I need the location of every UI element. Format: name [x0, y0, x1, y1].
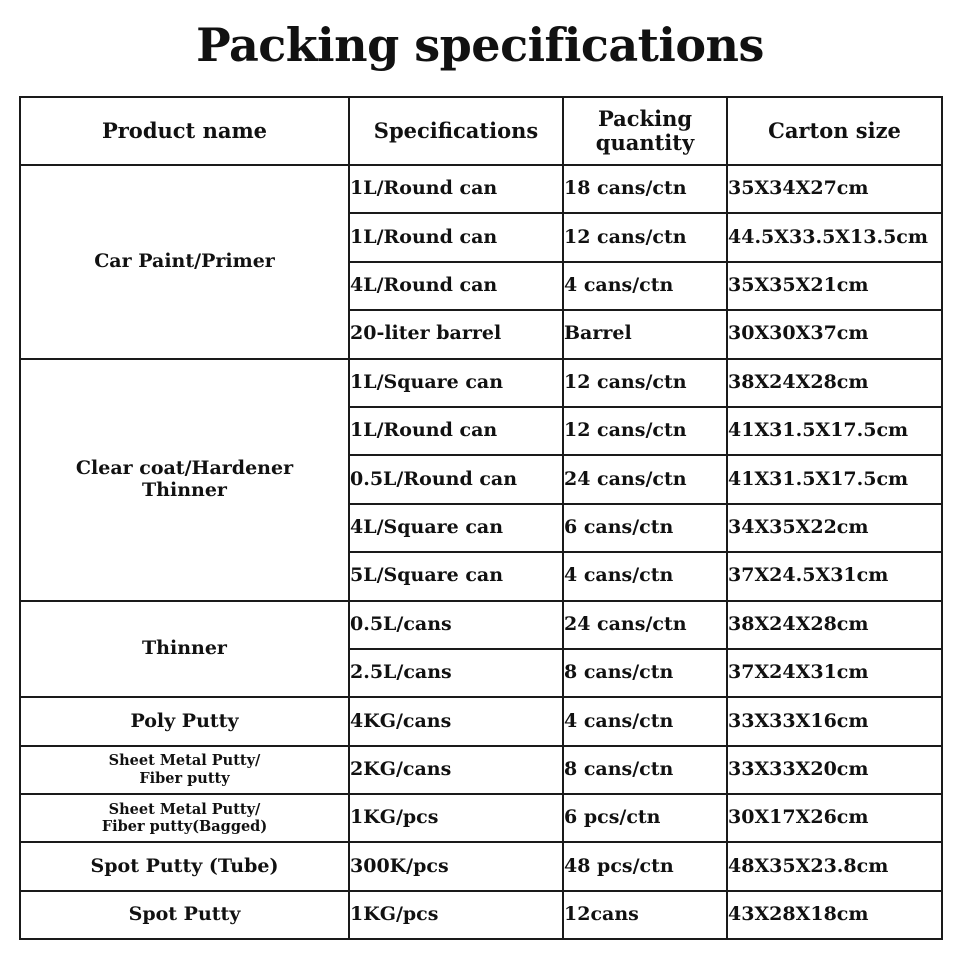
carton-size-cell: 37X24X31cm [727, 649, 942, 697]
product-name-cell [20, 746, 349, 794]
carton-size-cell: 48X35X23.8cm [727, 842, 942, 890]
specification-cell: 1L/Round can [349, 407, 563, 455]
carton-size-cell: 43X28X18cm [727, 891, 942, 939]
table-row [20, 165, 942, 213]
carton-size-cell: 30X30X37cm [727, 310, 942, 358]
carton-size-cell: 34X35X22cm [727, 504, 942, 552]
product-name-cell [20, 165, 349, 359]
product-name-line: Sheet Metal Putty/ [108, 752, 261, 770]
product-name-cell [20, 842, 349, 890]
table-row [20, 842, 942, 890]
table-row [20, 697, 942, 745]
carton-size-cell: 33X33X16cm [727, 697, 942, 745]
product-name-line: Thinner [142, 478, 227, 501]
packing-quantity-cell: 48 pcs/ctn [563, 842, 727, 890]
product-name-line: Sheet Metal Putty/ [108, 800, 261, 818]
specification-cell: 5L/Square can [349, 552, 563, 600]
header-packing-quantity [563, 97, 727, 165]
packing-quantity-cell: 12cans [563, 891, 727, 939]
product-name-cell [20, 697, 349, 745]
table-body [20, 165, 942, 939]
specification-cell: 2.5L/cans [349, 649, 563, 697]
packing-quantity-cell: 8 cans/ctn [563, 746, 727, 794]
carton-size-cell: 38X24X28cm [727, 601, 942, 649]
carton-size-cell: 41X31.5X17.5cm [727, 407, 942, 455]
carton-size-cell: 44.5X33.5X13.5cm [727, 213, 942, 261]
specification-cell: 1L/Round can [349, 213, 563, 261]
specification-cell: 4L/Square can [349, 504, 563, 552]
product-name-line: Thinner [142, 636, 227, 659]
specification-cell: 1L/Round can [349, 165, 563, 213]
specification-cell: 0.5L/Round can [349, 455, 563, 503]
specification-cell: 2KG/cans [349, 746, 563, 794]
header-packing-quantity-line2: quantity [595, 130, 695, 155]
table-row [20, 601, 942, 649]
header-specifications: Specifications [349, 97, 563, 165]
product-name-line: Spot Putty (Tube) [90, 854, 279, 877]
product-name-line: Car Paint/Primer [94, 249, 275, 272]
packing-quantity-cell: 24 cans/ctn [563, 455, 727, 503]
packing-spec-table [19, 96, 943, 940]
header-carton-size: Carton size [727, 97, 942, 165]
product-name-line: Clear coat/Hardener [75, 456, 294, 479]
carton-size-cell: 38X24X28cm [727, 359, 942, 407]
packing-quantity-cell: 6 cans/ctn [563, 504, 727, 552]
carton-size-cell: 35X34X27cm [727, 165, 942, 213]
product-name-cell [20, 359, 349, 601]
table-row [20, 359, 942, 407]
specification-cell: 1KG/pcs [349, 794, 563, 842]
packing-quantity-cell: 8 cans/ctn [563, 649, 727, 697]
packing-quantity-cell: 6 pcs/ctn [563, 794, 727, 842]
table-row [20, 891, 942, 939]
specification-cell: 1L/Square can [349, 359, 563, 407]
product-name-line: Fiber putty(Bagged) [101, 818, 268, 836]
packing-quantity-cell: 4 cans/ctn [563, 262, 727, 310]
page-title: Packing specifications [196, 18, 764, 72]
table-header-row [20, 97, 942, 165]
specification-cell: 20-liter barrel [349, 310, 563, 358]
specification-cell: 4KG/cans [349, 697, 563, 745]
packing-quantity-cell: 4 cans/ctn [563, 697, 727, 745]
packing-quantity-cell: 12 cans/ctn [563, 213, 727, 261]
table-row [20, 746, 942, 794]
packing-quantity-cell: 4 cans/ctn [563, 552, 727, 600]
header-packing-quantity-line1: Packing [597, 105, 693, 131]
carton-size-cell: 30X17X26cm [727, 794, 942, 842]
packing-quantity-cell: Barrel [563, 310, 727, 358]
carton-size-cell: 33X33X20cm [727, 746, 942, 794]
table-row [20, 794, 942, 842]
product-name-line: Fiber putty [139, 769, 230, 787]
product-name-cell [20, 891, 349, 939]
packing-quantity-cell: 12 cans/ctn [563, 407, 727, 455]
product-name-cell [20, 794, 349, 842]
product-name-line: Poly Putty [130, 709, 239, 732]
packing-quantity-cell: 18 cans/ctn [563, 165, 727, 213]
specification-cell: 4L/Round can [349, 262, 563, 310]
carton-size-cell: 35X35X21cm [727, 262, 942, 310]
packing-quantity-cell: 12 cans/ctn [563, 359, 727, 407]
product-name-cell [20, 601, 349, 698]
header-product-name: Product name [20, 97, 349, 165]
specification-cell: 1KG/pcs [349, 891, 563, 939]
product-name-line: Spot Putty [128, 903, 241, 926]
carton-size-cell: 41X31.5X17.5cm [727, 455, 942, 503]
carton-size-cell: 37X24.5X31cm [727, 552, 942, 600]
specification-cell: 0.5L/cans [349, 601, 563, 649]
packing-quantity-cell: 24 cans/ctn [563, 601, 727, 649]
specification-cell: 300K/pcs [349, 842, 563, 890]
